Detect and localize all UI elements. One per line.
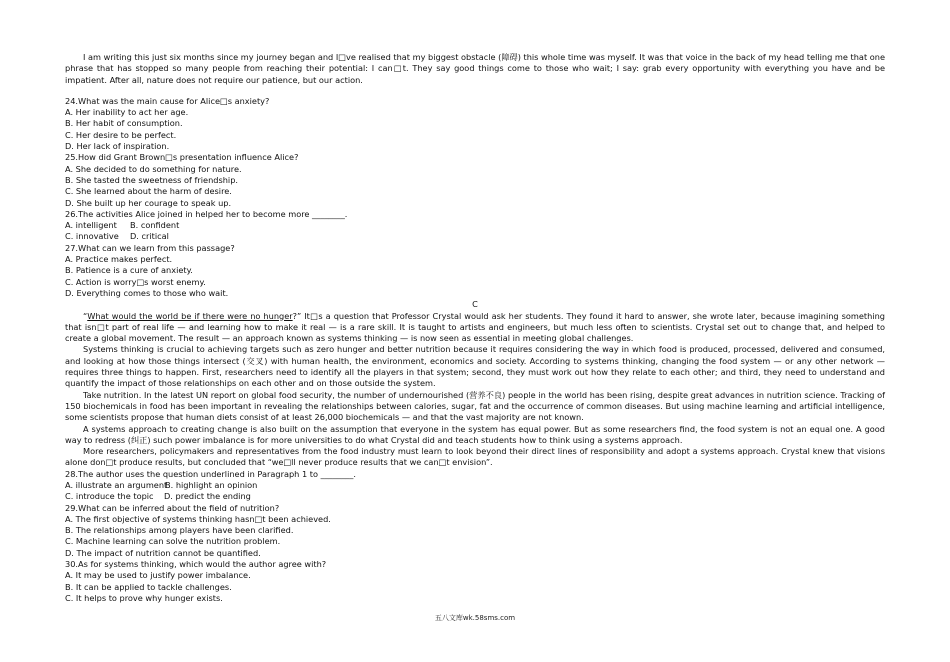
page-footer: 五八文库wk.58sms.com: [434, 614, 516, 622]
section-c-heading: C: [472, 299, 478, 310]
option-c: C. innovative: [65, 231, 119, 242]
open-quote: “: [83, 310, 88, 321]
options-row-2: [65, 231, 885, 242]
option-c: C. Her desire to be perfect.: [65, 129, 177, 140]
option-d: D. She built up her courage to speak up.: [65, 197, 232, 208]
question-26: [65, 209, 885, 243]
passage-c-paragraph-3: Take nutrition. In the latest UN report on global food security, the number of undernourished (营养不良) people in the world has been rising, despite great advances in nutrition science. Tracking of 150 biochemicals in food has been important in revealing the relationships between calories, sugar, fat and the occurrence of common diseases. But using machine learning and artificial intelligence, some scientists propose that human diets consist of at least 26,000 biochemicals — and that the vast majority are not known.: [65, 389, 885, 423]
spacer: [65, 86, 885, 96]
options-row-2: [65, 491, 885, 502]
option-d: D. Her lack of inspiration.: [65, 141, 170, 152]
option-c: C. introduce the topic: [65, 491, 154, 502]
options-row-1: [65, 480, 885, 491]
option-d: D. Everything comes to those who wait.: [65, 287, 229, 298]
option-a: A. Her inability to act her age.: [65, 107, 189, 118]
option-a: A. It may be used to justify power imbalance.: [65, 570, 251, 581]
option-b: B. highlight an opinion: [165, 479, 258, 490]
question-stem: 29.What can be inferred about the field of nutrition?: [65, 502, 280, 513]
question-25: [65, 152, 885, 208]
option-d: D. critical: [130, 231, 169, 242]
question-stem: 28.The author uses the question underlined in Paragraph 1 to ________.: [65, 468, 356, 479]
option-a: A. intelligent: [65, 220, 117, 231]
option-b: B. She tasted the sweetness of friendship.: [65, 174, 239, 185]
option-b: B. The relationships among players have been clarified.: [65, 525, 294, 536]
options-row-1: [65, 220, 885, 231]
question-30: [65, 559, 885, 604]
passage-c-paragraph-4: A systems approach to creating change is also built on the assumption that everyone in the system has equal power. But as some researchers find, the food system is not an equal one. A good way to redress (纠正) such power imbalance is for more universities to do what Crystal did and teach students how to think using a systems approach.: [65, 423, 885, 445]
question-stem: 27.What can we learn from this passage?: [65, 242, 235, 253]
option-b: B. Patience is a cure of anxiety.: [65, 265, 193, 276]
question-stem: 30.As for systems thinking, which would the author agree with?: [65, 559, 327, 570]
question-stem: 25.How did Grant Brown□s presentation influence Alice?: [65, 152, 299, 163]
question-27: [65, 243, 885, 299]
option-a: A. The first objective of systems thinking hasn□t been achieved.: [65, 513, 331, 524]
passage-c-paragraph-1: [65, 311, 885, 345]
document-page: [65, 52, 885, 604]
option-b: B. It can be applied to tackle challenges.: [65, 581, 232, 592]
passage-b-closing-paragraph: I am writing this just six months since my journey began and I□ve realised that my biggest obstacle (障碍) this whole time was myself. It was that voice in the back of my head telling me that one phrase that has stopped so many people from reaching their potential: I can□t. They say good things come to those who wait; I say: grab every opportunity with everything you have and be impatient. After all, nature does not require our patience, but our action.: [65, 52, 885, 85]
passage-c-paragraph-5: More researchers, policymakers and representatives from the food industry must learn to look beyond their direct lines of responsibility and adopt a systems approach. Crystal knew that visions alone don□t produce results, but concluded that “we□ll never produce results that we can□t envision”.: [65, 446, 885, 468]
passage-c-paragraph-2: Systems thinking is crucial to achieving targets such as zero hunger and better nutrition because it requires considering the way in which food is produced, processed, delivered and consumed, and looking at how those things intersect (交叉) with human health, the environment, economics and society. According to systems thinking, changing the food system — or any other network — requires three things to happen. First, researchers need to identify all the players in that system; second, they must work out how they relate to each other; and third, they need to understand and quantify the impact of those relationships on each other and on those outside the system.: [65, 344, 885, 389]
paragraph-text: ?” It□s a question that Professor Crystal would ask her students. They found it hard to answer, she wrote later, because imagining something that isn□t part of real life — and learning how to make it real — is a rare skill. It is taught to artists and engineers, but much less often to scientists. Crystal set out to change that, and helped to create a global movement. The result — an approach known as systems thinking — is now seen as essential in meeting global challenges.: [65, 310, 885, 344]
option-c: C. It helps to prove why hunger exists.: [65, 592, 223, 603]
option-b: B. Her habit of consumption.: [65, 118, 183, 129]
question-24: [65, 96, 885, 152]
option-a: A. Practice makes perfect.: [65, 254, 173, 265]
option-c: C. Action is worry□s worst enemy.: [65, 276, 206, 287]
option-c: C. She learned about the harm of desire.: [65, 186, 232, 197]
option-d: D. The impact of nutrition cannot be quantified.: [65, 547, 261, 558]
underlined-question: What would the world be if there were no hunger: [87, 310, 293, 321]
question-stem: 24.What was the main cause for Alice□s anxiety?: [65, 95, 270, 106]
option-a: A. She decided to do something for nature.: [65, 163, 242, 174]
option-b: B. confident: [130, 220, 180, 231]
option-a: A. illustrate an argument: [65, 479, 168, 490]
question-29: [65, 503, 885, 559]
option-c: C. Machine learning can solve the nutrition problem.: [65, 536, 281, 547]
question-stem: 26.The activities Alice joined in helped her to become more ________.: [65, 208, 348, 219]
option-d: D. predict the ending: [163, 491, 251, 502]
question-28: [65, 469, 885, 503]
